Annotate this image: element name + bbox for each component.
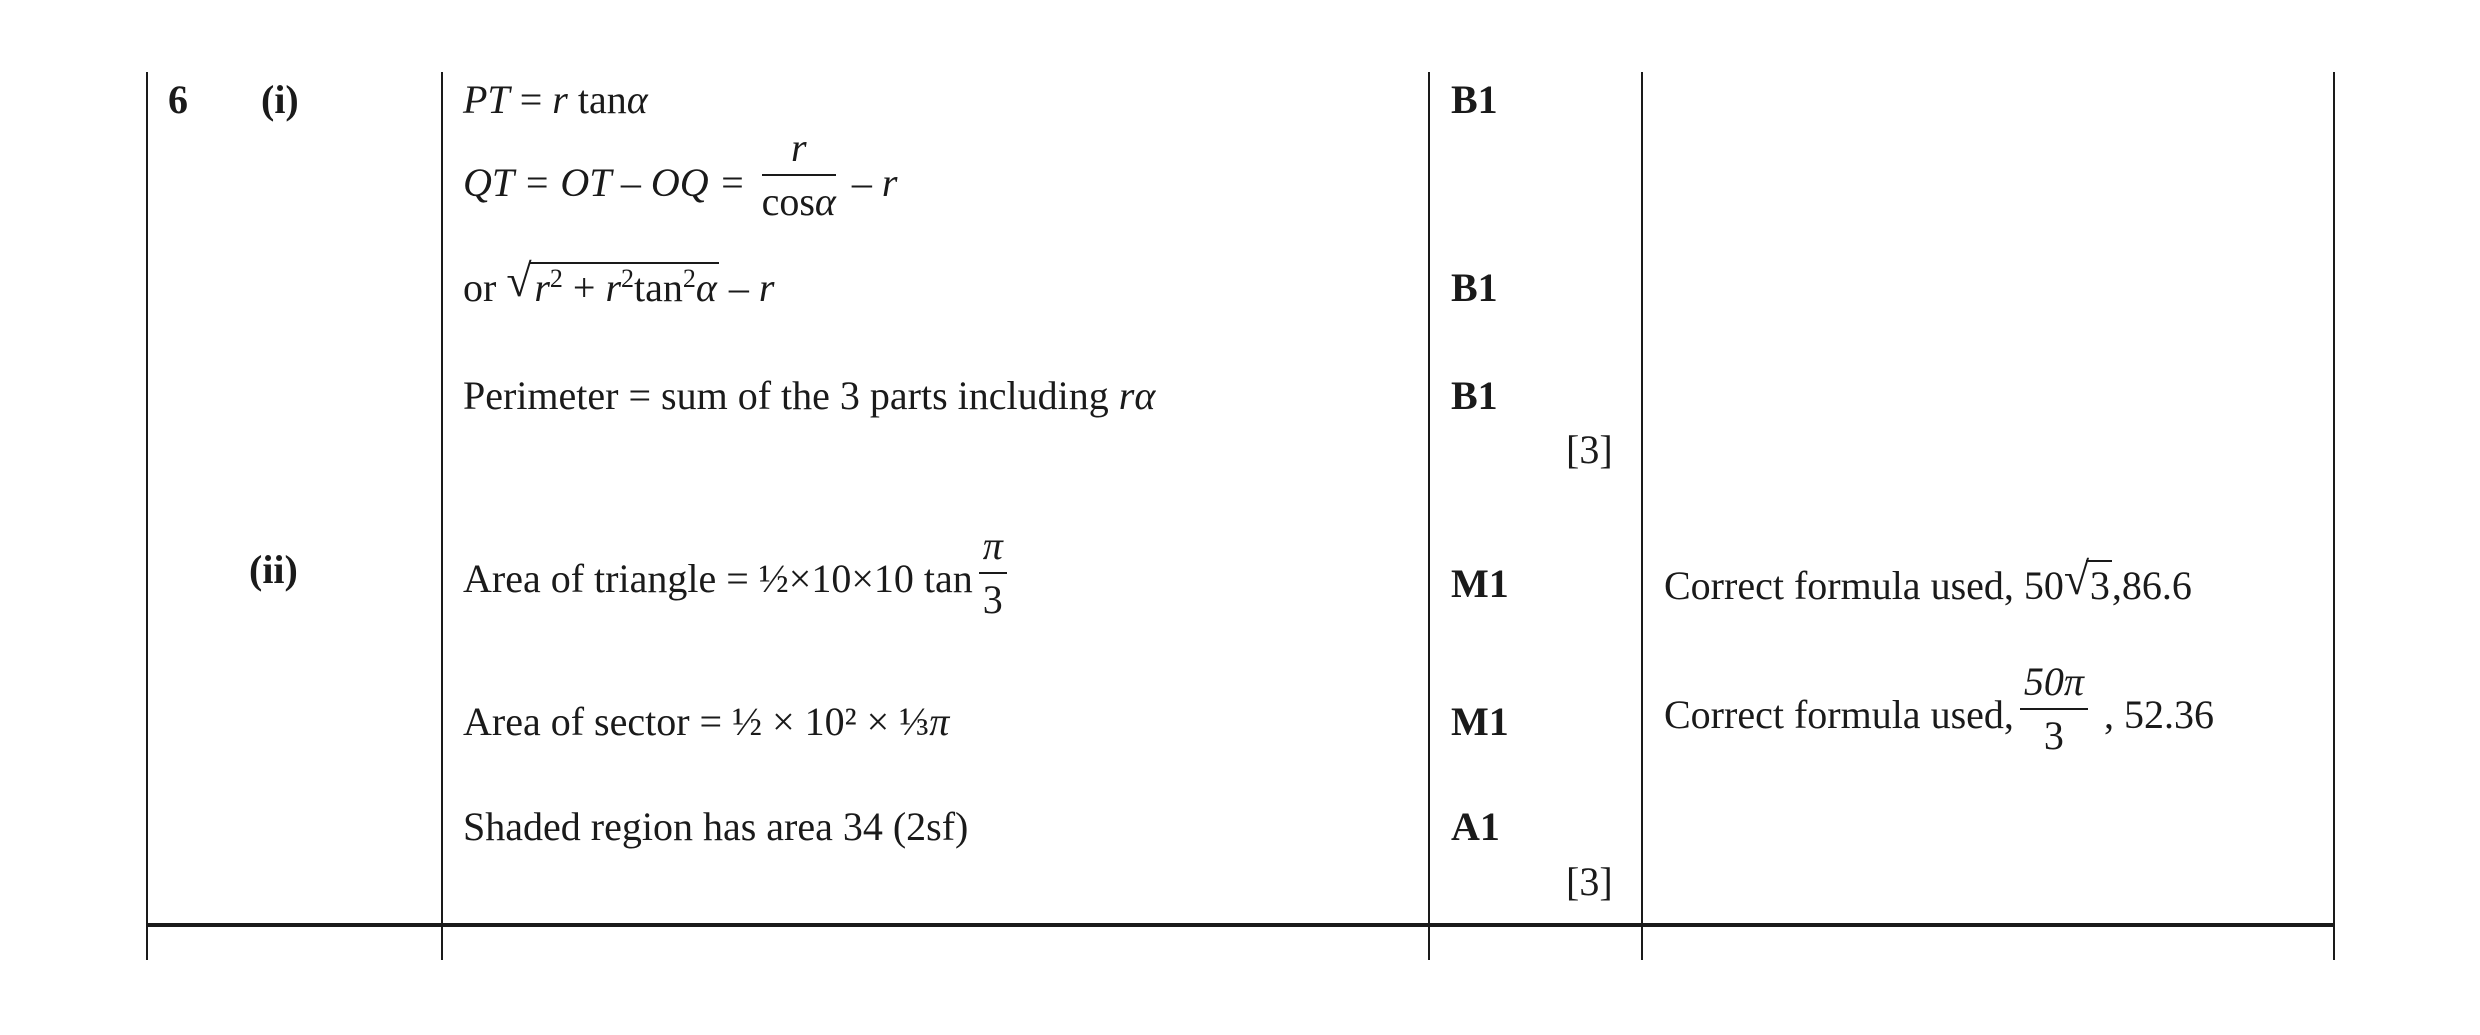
guidance-triangle: Correct formula used, 50 √ 3,86.6: [1664, 553, 2192, 608]
column-divider-answer: [1428, 72, 1430, 960]
fraction-50pi-over-3: $\frac{50\pi}{3}$: [2020, 662, 2088, 756]
part-i-total: [3]: [1566, 427, 1613, 472]
part-i-label: (i): [261, 77, 299, 122]
answer-shaded-area: Shaded region has area 34 (2sf): [463, 804, 969, 849]
answer-sector-area: Area of sector = ½ × 10² × ⅓π: [463, 699, 950, 744]
mark-ii-1: M1: [1451, 561, 1509, 606]
row-divider-bottom: [146, 923, 2335, 927]
question-number: 6: [168, 77, 188, 122]
mark-i-2: B1: [1451, 265, 1498, 310]
answer-pt: PT = r tanα: [463, 77, 648, 122]
part-ii-total: [3]: [1566, 859, 1613, 904]
column-divider-marks: [1641, 72, 1643, 960]
square-root: √ $r^2 + r^2\tan^2\alpha$: [506, 255, 717, 310]
mark-i-1: B1: [1451, 77, 1498, 122]
square-root-3: √ 3: [2063, 553, 2110, 608]
answer-qt-alternative: or √ $r^2 + r^2\tan^2\alpha - r$: [463, 255, 775, 310]
pt-symbol: PT: [463, 77, 510, 122]
table-border-right: [2333, 72, 2335, 960]
radical-icon: √: [506, 255, 532, 306]
guidance-sector: Correct formula used, $\frac{50\pi}{3}$ , 52.36: [1664, 659, 2214, 758]
part-ii-label: (ii): [249, 547, 298, 592]
fraction-r-over-cos: $\frac{r}{\cos\alpha}$: [761, 125, 836, 224]
answer-triangle-area: Area of triangle = ½×10×10 tan $\frac{\pi}{3}$: [463, 530, 1013, 624]
fraction-pi-over-3: $\frac{\pi}{3}$: [979, 526, 1007, 620]
mark-i-3: B1: [1451, 373, 1498, 418]
mark-ii-3: A1: [1451, 804, 1500, 849]
radical-icon: √: [2063, 553, 2090, 604]
table-border-left: [146, 72, 148, 960]
column-divider-question: [441, 72, 443, 960]
mark-ii-2: M1: [1451, 699, 1509, 744]
answer-perimeter: Perimeter = sum of the 3 parts including rα: [463, 373, 1156, 418]
answer-qt: QT = OT – OQ = $\frac{r}{\cos\alpha}$ – r: [463, 125, 898, 224]
